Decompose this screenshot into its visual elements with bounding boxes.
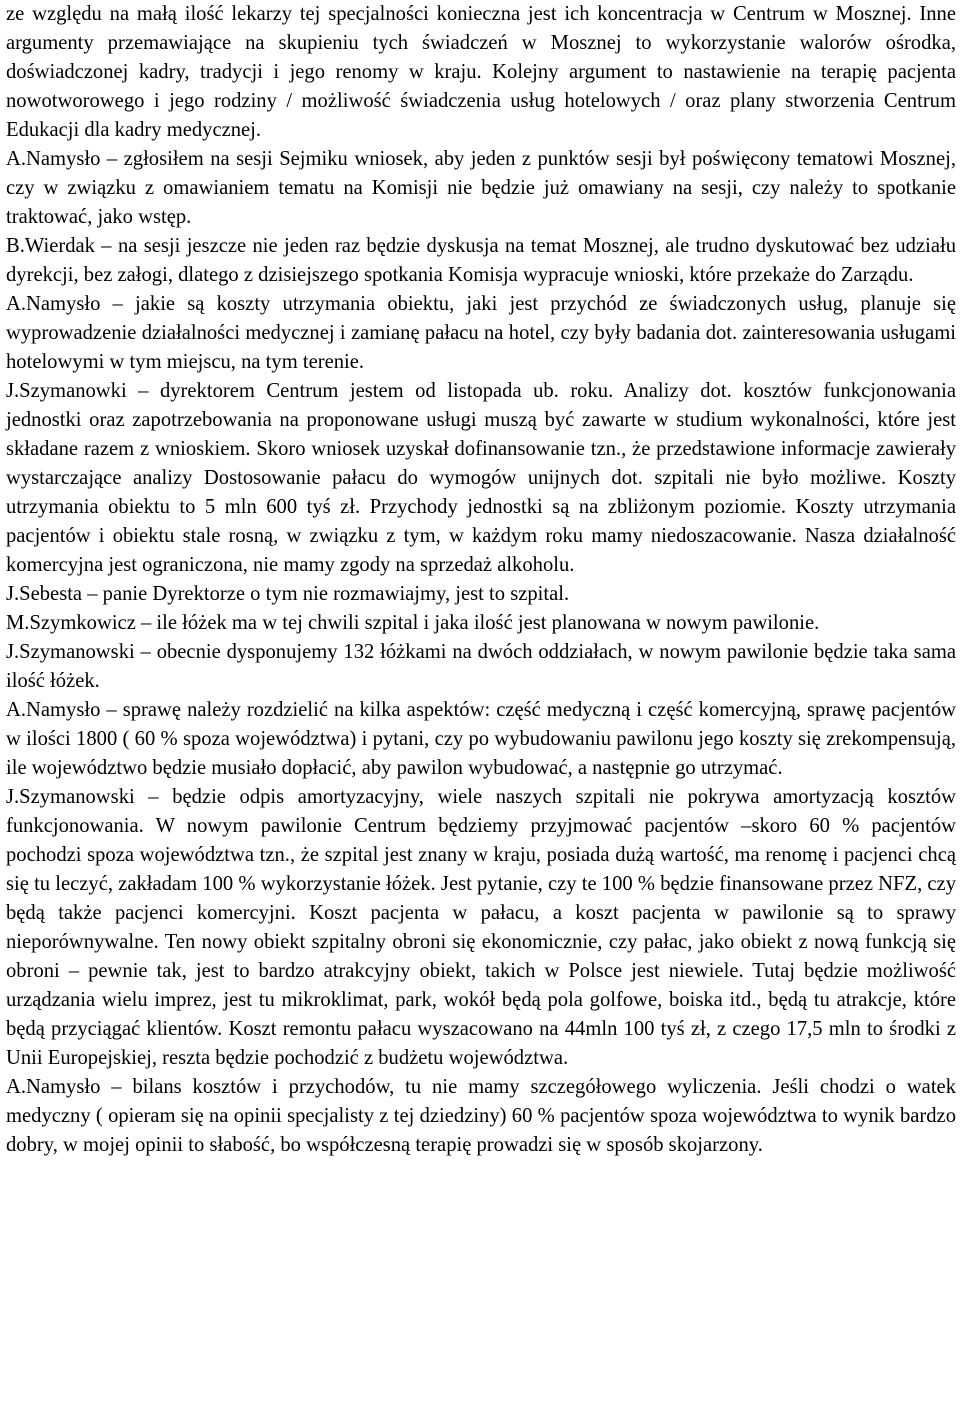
paragraph-sebesta: J.Sebesta – panie Dyrektorze o tym nie rozmawiajmy, jest to szpital.: [6, 583, 570, 605]
paragraph-szymanowski-lozka: J.Szymanowski – obecnie dysponujemy 132 łóżkami na dwóch oddziałach, w nowym pawilonie będzie taka sama ilość łóżek.: [6, 641, 956, 692]
paragraph-namyslo-koszty: A.Namysło – jakie są koszty utrzymania obiektu, jaki jest przychód ze świadczonych usług, planuje się wyprowadzenie działalności medycznej i zamianę pałacu na hotel, czy były badania dot. zainteresowania usługami hotelowymi w tym miejscu, na tym terenie.: [6, 293, 956, 373]
paragraph-szymanowski-amortyzacja: J.Szymanowski – będzie odpis amortyzacyjny, wiele naszych szpitali nie pokrywa amortyzacją kosztów funkcjonowania. W nowym pawilonie Centrum będziemy przyjmować pacjentów –skoro 60 % pacjentów pochodzi spoza województwa tzn., że szpital jest znany w kraju, posiada dużą wartość, ma renomę i pacjenci chcą się tu leczyć, zakładam 100 % wykorzystanie łóżek. Jest pytanie, czy te 100 % będzie finansowane przez NFZ, czy będą także pacjenci komercyjni. Koszt pacjenta w pałacu, a koszt pacjenta w pawilonie są to sprawy nieporównywalne. Ten nowy obiekt szpitalny obroni się ekonomicznie, czy pałac, jako obiekt z nową funkcją się obroni – pewnie tak, jest to bardzo atrakcyjny obiekt, takich w Polsce jest niewiele. Tutaj będzie możliwość urządzania wielu imprez, jest tu mikroklimat, park, wokół będą pola golfowe, boiska itd., będą tu atrakcje, które będą przyciągać klientów. Koszt remontu pałacu wyszacowano na 44mln 100 tyś zł, z czego 17,5 mln to środki z Unii Europejskiej, reszta będzie pochodzić z budżetu województwa.: [6, 786, 956, 1069]
paragraph-wierdak: B.Wierdak – na sesji jeszcze nie jeden raz będzie dyskusja na temat Mosznej, ale trudno dyskutować bez udziału dyrekcji, bez załogi, dlatego z dzisiejszego spotkania Komisja wypracuje wnioski, które przekaże do Zarządu.: [6, 235, 956, 286]
paragraph-szymkowicz: M.Szymkowicz – ile łóżek ma w tej chwili szpital i jaka ilość jest planowana w nowym pawilonie.: [6, 612, 820, 634]
paragraph-centrum-arguments: ze względu na małą ilość lekarzy tej specjalności konieczna jest ich koncentracja w Centrum w Mosznej. Inne argumenty przemawiające na skupieniu tych świadczeń w Mosznej to wykorzystanie walorów ośrodka, doświadczonej kadry, tradycji i jego renomy w kraju. Kolejny argument to nastawienie na terapię pacjenta nowotworowego i jego rodziny / możliwość świadczenia usług hotelowych / oraz plany stworzenia Centrum Edukacji dla kadry medycznej.: [6, 3, 956, 141]
paragraph-namyslo-bilans: A.Namysło – bilans kosztów i przychodów, tu nie mamy szczegółowego wyliczenia. Jeśli chodzi o watek medyczny ( opieram się na opinii specjalisty z tej dziedziny) 60 % pacjentów spoza województwa to wynik bardzo dobry, w mojej opinii to słabość, bo współczesną terapię prowadzi się w sposób skojarzony.: [6, 1076, 956, 1156]
paragraph-szymanowki-dyrektor: J.Szymanowki – dyrektorem Centrum jestem od listopada ub. roku. Analizy dot. kosztów funkcjonowania jednostki oraz zapotrzebowania na proponowane usługi muszą być zawarte w studium wykonalności, które jest składane razem z wnioskiem. Skoro wniosek uzyskał dofinansowanie tzn., że przedstawione informacje zawierały wystarczające analizy Dostosowanie pałacu do wymogów unijnych dot. szpitali nie było możliwe. Koszty utrzymania obiektu to 5 mln 600 tyś zł. Przychody jednostki są na zbliżonym poziomie. Koszty utrzymania pacjentów i obiektu stale rosną, w związku z tym, w każdym roku mamy niedoszacowanie. Nasza działalność komercyjna jest ograniczona, nie mamy zgody na sprzedaż alkoholu.: [6, 380, 956, 576]
paragraph-namyslo-aspekty: A.Namysło – sprawę należy rozdzielić na kilka aspektów: część medyczną i część komercyjną, sprawę pacjentów w ilości 1800 ( 60 % spoza województwa) i pytani, czy po wybudowaniu pawilonu jego koszty się zrekompensują, ile województwo będzie musiało dopłacić, aby pawilon wybudować, a następnie go utrzymać.: [6, 699, 956, 779]
paragraph-namyslo-sesja: A.Namysło – zgłosiłem na sesji Sejmiku wniosek, aby jeden z punktów sesji był poświęcony tematowi Mosznej, czy w związku z omawianiem tematu na Komisji nie będzie już omawiany na sesji, czy należy to spotkanie traktować, jako wstęp.: [6, 148, 956, 228]
